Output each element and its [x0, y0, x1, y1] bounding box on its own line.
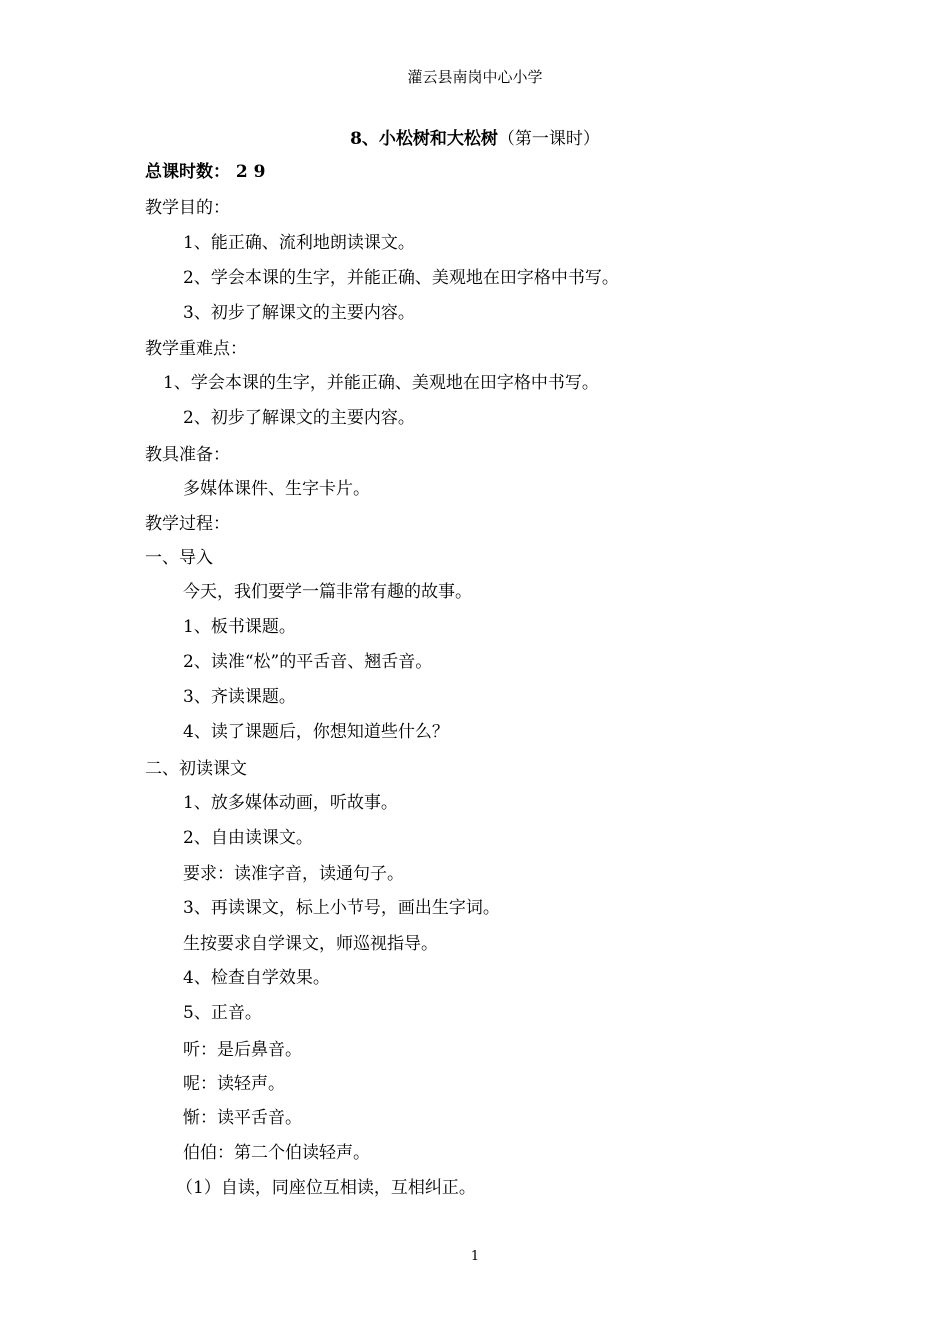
section-heading: 教学过程： [145, 514, 230, 534]
section-heading: 教具准备： [145, 445, 230, 465]
text-line: 要求：读准字音，读通句子。 [183, 864, 404, 884]
text-line: 2、自由读课文。 [183, 828, 313, 848]
text-line: （1）自读，同座位互相读，互相纠正。 [176, 1178, 476, 1198]
text-line: 多媒体课件、生字卡片。 [183, 479, 370, 499]
text-line: 今天，我们要学一篇非常有趣的故事。 [183, 582, 472, 602]
section-heading: 教学重难点： [145, 339, 247, 359]
text-line: 3、齐读课题。 [183, 687, 296, 707]
section-heading: 教学目的： [145, 198, 230, 218]
text-line: 1、板书课题。 [183, 617, 296, 637]
text-line: 4、读了课题后，你想知道些什么？ [183, 722, 449, 742]
section-heading: 二、初读课文 [145, 759, 247, 779]
text-line: 1、能正确、流利地朗读课文。 [183, 233, 415, 253]
section-heading: 一、导入 [145, 548, 213, 568]
text-line: 听：是后鼻音。 [183, 1040, 302, 1060]
total-lessons [145, 162, 266, 182]
text-line: 2、学会本课的生字，并能正确、美观地在田字格中书写。 [183, 268, 619, 288]
total-lessons-label: 总课时数： [145, 162, 230, 182]
text-line: 2、初步了解课文的主要内容。 [183, 408, 415, 428]
page-number: 1 [470, 1249, 480, 1264]
text-line: 2、读准“松”的平舌音、翘舌音。 [183, 652, 433, 672]
lesson-title-main: 8、小松树和大松树 [350, 129, 498, 149]
text-line: 生按要求自学课文，师巡视指导。 [183, 934, 438, 954]
text-line: 4、检查自学效果。 [183, 968, 330, 988]
text-line: 5、正音。 [183, 1003, 262, 1023]
text-line: 惭：读平舌音。 [183, 1108, 302, 1128]
text-line: 伯伯：第二个伯读轻声。 [183, 1143, 370, 1163]
lesson-title [0, 124, 950, 149]
text-line: 3、再读课文，标上小节号，画出生字词。 [183, 898, 500, 918]
text-line: 3、初步了解课文的主要内容。 [183, 303, 415, 323]
text-line: 呢：读轻声。 [183, 1074, 285, 1094]
lesson-title-sub: （第一课时） [497, 129, 600, 149]
page-header: 灌云县南岗中心小学 [407, 68, 543, 86]
text-line: 1、学会本课的生字，并能正确、美观地在田字格中书写。 [163, 373, 599, 393]
total-lessons-value: 2 9 [235, 162, 266, 182]
text-line: 1、放多媒体动画，听故事。 [183, 793, 398, 813]
